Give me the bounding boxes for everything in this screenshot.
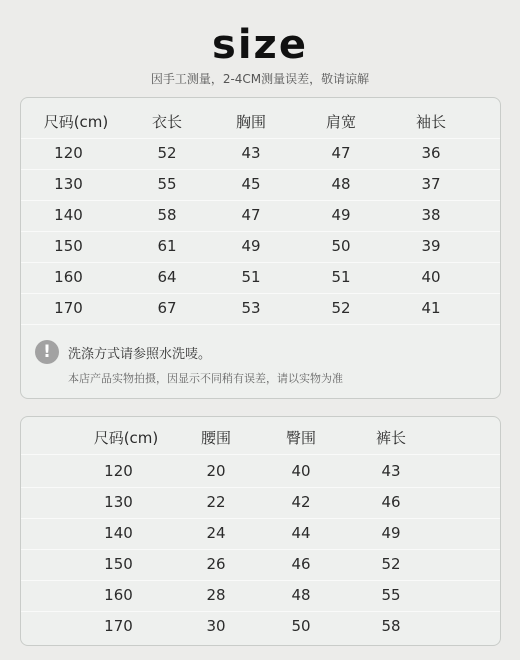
table-cell: 48 [291, 586, 311, 604]
table-row [21, 169, 500, 201]
wash-instruction: 洗涤方式请参照水洗唛。 [68, 347, 212, 362]
table-cell: 47 [241, 206, 261, 224]
table-cell: 40 [421, 268, 441, 286]
table-cell: 58 [381, 617, 401, 635]
table-cell: 160 [54, 268, 83, 286]
table-cell: 61 [157, 237, 177, 255]
table-cell: 120 [54, 144, 83, 162]
table-cell: 170 [104, 617, 133, 635]
table-row [21, 262, 500, 294]
bottom-size-card [20, 416, 501, 646]
table-row [21, 231, 500, 263]
table-cell: 42 [291, 493, 311, 511]
table-cell: 44 [291, 524, 311, 542]
table-cell: 41 [421, 299, 441, 317]
page-title: size [212, 22, 308, 68]
table-cell: 47 [331, 144, 351, 162]
table-cell: 22 [206, 493, 226, 511]
table-row [21, 518, 500, 550]
table-cell: 150 [104, 555, 133, 573]
table-cell: 46 [291, 555, 311, 573]
table-cell: 49 [241, 237, 261, 255]
measurement-note: 因手工测量，2-4CM测量误差，敬请谅解 [150, 72, 370, 86]
table-cell: 67 [157, 299, 177, 317]
table-row [21, 611, 500, 642]
table-cell: 45 [241, 175, 261, 193]
table-cell: 170 [54, 299, 83, 317]
table-cell: 28 [206, 586, 226, 604]
table-cell: 51 [331, 268, 351, 286]
table-cell: 64 [157, 268, 177, 286]
table-cell: 49 [381, 524, 401, 542]
table-row [21, 549, 500, 581]
table-cell: 150 [54, 237, 83, 255]
column-header: 尺码(cm) [43, 113, 109, 131]
top-table-header [21, 107, 500, 139]
table-cell: 43 [241, 144, 261, 162]
table-cell: 50 [291, 617, 311, 635]
table-cell: 39 [421, 237, 441, 255]
table-cell: 36 [421, 144, 441, 162]
column-header: 腰围 [200, 429, 231, 447]
column-header: 袖长 [415, 113, 446, 131]
column-header: 衣长 [151, 113, 182, 131]
table-cell: 38 [421, 206, 441, 224]
table-row [21, 293, 500, 325]
column-header: 裤长 [375, 429, 406, 447]
column-header: 胸围 [235, 113, 266, 131]
table-cell: 53 [241, 299, 261, 317]
bottom-table-header [21, 423, 500, 455]
table-cell: 52 [381, 555, 401, 573]
table-cell: 55 [157, 175, 177, 193]
table-row [21, 200, 500, 232]
photo-disclaimer: 本店产品实物拍摄，因显示不同稍有误差，请以实物为准 [68, 372, 343, 385]
table-cell: 52 [157, 144, 177, 162]
table-cell: 140 [54, 206, 83, 224]
table-cell: 51 [241, 268, 261, 286]
table-cell: 46 [381, 493, 401, 511]
table-cell: 130 [104, 493, 133, 511]
column-header: 臀围 [285, 429, 316, 447]
table-cell: 50 [331, 237, 351, 255]
table-cell: 30 [206, 617, 226, 635]
column-header: 尺码(cm) [93, 429, 159, 447]
column-header: 肩宽 [325, 113, 356, 131]
table-row [21, 580, 500, 612]
table-cell: 43 [381, 462, 401, 480]
top-size-card [20, 97, 501, 399]
table-cell: 20 [206, 462, 226, 480]
table-cell: 160 [104, 586, 133, 604]
table-cell: 26 [206, 555, 226, 573]
table-cell: 40 [291, 462, 311, 480]
table-cell: 49 [331, 206, 351, 224]
table-cell: 37 [421, 175, 441, 193]
table-cell: 52 [331, 299, 351, 317]
table-cell: 120 [104, 462, 133, 480]
table-row [21, 487, 500, 519]
table-row [21, 456, 500, 488]
table-cell: 58 [157, 206, 177, 224]
table-cell: 24 [206, 524, 226, 542]
table-cell: 140 [104, 524, 133, 542]
table-cell: 130 [54, 175, 83, 193]
exclamation-icon: ! [35, 340, 59, 364]
table-cell: 55 [381, 586, 401, 604]
table-row [21, 138, 500, 170]
table-cell: 48 [331, 175, 351, 193]
